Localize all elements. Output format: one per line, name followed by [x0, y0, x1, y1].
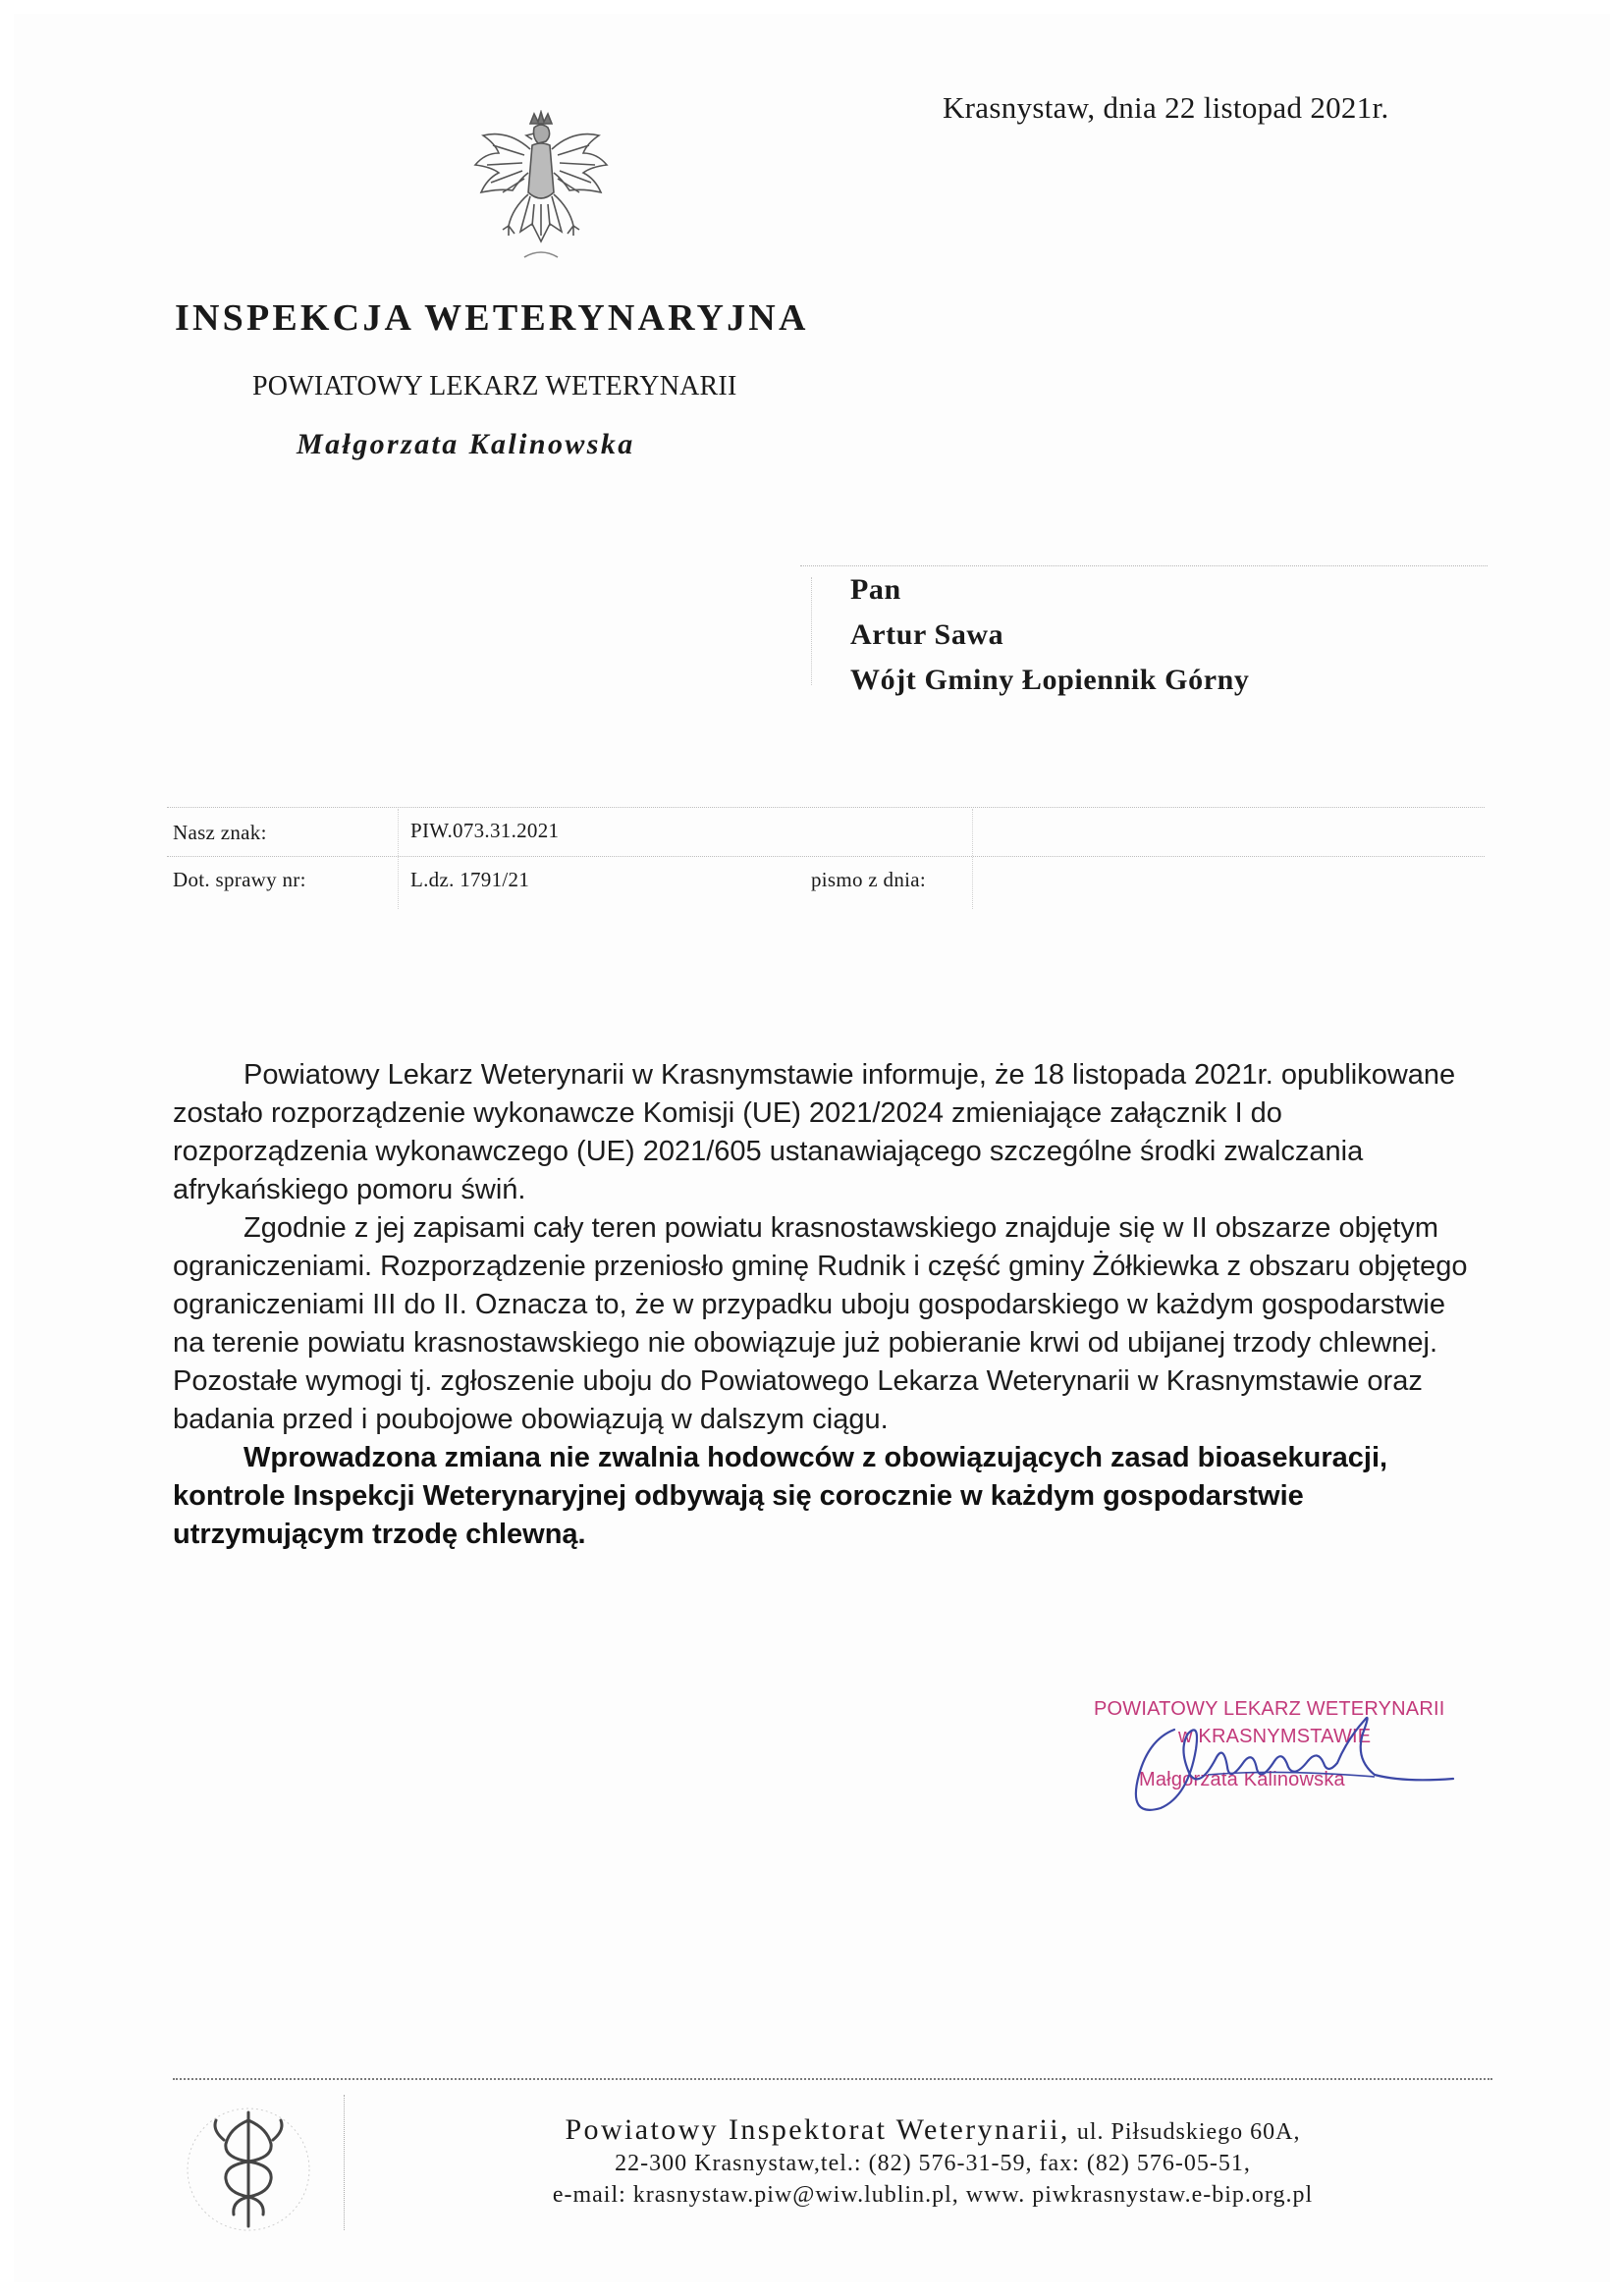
recipient-salutation: Pan — [850, 573, 901, 606]
reference-divider-middle — [167, 856, 1485, 857]
place-date: Krasnystaw, dnia 22 listopad 2021r. — [943, 90, 1389, 125]
footer-logo-divider — [344, 2095, 345, 2230]
recipient-position: Wójt Gminy Łopiennik Górny — [850, 664, 1250, 696]
recipient-block — [850, 567, 1250, 703]
institution-title: INSPEKCJA WETERYNARYJNA — [175, 297, 809, 339]
polish-eagle-icon — [469, 110, 613, 275]
footer-line-1 — [353, 2114, 1512, 2148]
recipient-divider-vertical — [811, 577, 812, 685]
caduceus-icon — [175, 2101, 322, 2238]
letter-body — [173, 1056, 1469, 1554]
our-ref-label: Nasz znak: — [173, 821, 267, 844]
case-number-value: L.dz. 1791/21 — [410, 868, 530, 891]
recipient-name: Artur Sawa — [850, 618, 1004, 651]
footer-city-phone: 22-300 Krasnystaw,tel.: (82) 576-31-59, fax: (82) 576-05-51, — [615, 2151, 1251, 2176]
institution-head-name: Małgorzata Kalinowska — [297, 428, 635, 460]
stamp-line-1: POWIATOWY LEKARZ WETERYNARII — [1094, 1698, 1445, 1720]
body-paragraph-1: Powiatowy Lekarz Weterynarii w Krasnymstawie informuje, że 18 listopada 2021r. opublikowane zostało rozporządzenie wykonawcze Komisji (UE) 2021/2024 zmieniające załącznik I do rozporządzenia wykonawczego (UE) 2021/605 ustanawiającego szczególne środki zwalczania afrykańskiego pomoru świń. — [173, 1059, 1456, 1205]
reference-divider-top — [167, 807, 1485, 808]
body-paragraph-2: Zgodnie z jej zapisami cały teren powiatu krasnostawskiego znajduje się w II obszarze objętym ograniczeniami. Rozporządzenie przeniosło gminę Rudnik i część gminy Żółkiewka z obszaru objętego ograniczeniami III do II. Oznacza to, że w przypadku uboju gospodarskiego w każdym gospodarstwie na terenie powiatu krasnostawskiego nie obowiązuje już pobieranie krwi od ubijanej trzody chlewnej. Pozostałe wymogi tj. zgłoszenie uboju do Powiatowego Lekarza Weterynarii w Krasnymstawie oraz badania przed i poubojowe obowiązują w dalszym ciągu. — [173, 1212, 1468, 1435]
footer-divider — [173, 2078, 1492, 2080]
letter-date-label: pismo z dnia: — [811, 868, 927, 891]
signature-icon — [1080, 1681, 1492, 1847]
stamp-line-2: w KRASNYMSTAWIE — [1178, 1726, 1372, 1747]
reference-column-divider — [398, 809, 399, 909]
footer-contact — [353, 2114, 1512, 2211]
institution-subtitle: POWIATOWY LEKARZ WETERYNARII — [252, 371, 737, 401]
recipient-divider — [800, 565, 1488, 566]
footer-address: ul. Piłsudskiego 60A, — [1076, 2119, 1301, 2145]
stamp-line-3: Małgorzata Kalinowska — [1139, 1769, 1345, 1790]
body-paragraph-3: Wprowadzona zmiana nie zwalnia hodowców z obowiązujących zasad bioasekuracji, kontrole Inspekcji Weterynaryjnej odbywają się corocznie w każdym gospodarstwie utrzymującym trzodę chlewną. — [173, 1442, 1388, 1550]
our-ref-value: PIW.073.31.2021 — [410, 819, 560, 842]
reference-column-divider — [972, 809, 973, 909]
footer-office: Powiatowy Inspektorat Weterynarii, — [565, 2113, 1070, 2146]
official-stamp — [1080, 1681, 1492, 1847]
footer-email-www: e-mail: krasnystaw.piw@wiw.lublin.pl, www. piwkrasnystaw.e-bip.org.pl — [552, 2182, 1314, 2208]
case-number-label: Dot. sprawy nr: — [173, 868, 306, 891]
